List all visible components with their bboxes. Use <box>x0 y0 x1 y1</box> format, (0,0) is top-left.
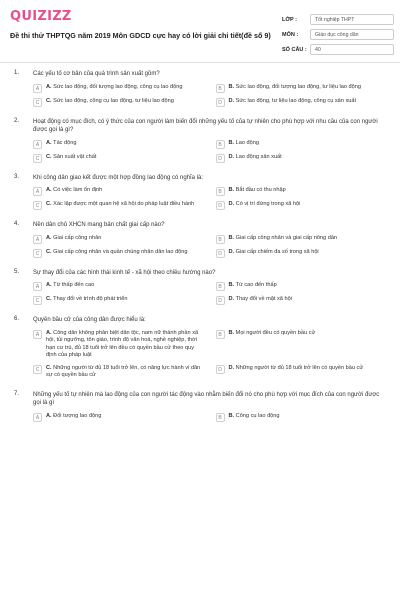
option-text: B. Lao động <box>228 139 259 146</box>
answer-option-b[interactable] <box>216 235 389 244</box>
meta-label: MÔN : <box>282 31 299 38</box>
option-text: C. Thay đổi về trình độ phát triển <box>46 296 128 302</box>
answer-option-a[interactable] <box>33 413 206 422</box>
option-text: C. Sản xuất vật chất <box>46 153 97 160</box>
question-list <box>0 70 400 433</box>
meta-row-subject <box>282 27 394 42</box>
option-letter-box[interactable]: C <box>33 98 42 107</box>
option-letter-box[interactable]: A <box>33 187 42 196</box>
question-1 <box>0 70 400 107</box>
question-3 <box>0 174 400 211</box>
answer-option-d[interactable] <box>216 154 389 163</box>
answer-option-d[interactable] <box>216 365 389 380</box>
answer-option-c[interactable] <box>33 98 206 107</box>
question-4 <box>0 221 400 258</box>
question-5 <box>0 269 400 306</box>
option-letter-box[interactable]: B <box>216 187 225 196</box>
answer-option-b[interactable] <box>216 330 389 360</box>
quizizz-logo: QUIZIZZ <box>10 9 72 24</box>
option-letter-box[interactable]: A <box>33 330 42 339</box>
answer-options <box>33 413 388 422</box>
option-text: D. Có vị trí đứng trong xã hội <box>228 201 301 207</box>
answer-option-b[interactable] <box>216 187 389 196</box>
option-text: A. Đối tượng lao động <box>46 412 102 419</box>
question-number: 3. <box>14 173 20 180</box>
answer-option-c[interactable] <box>33 296 206 305</box>
option-letter-box[interactable]: D <box>216 296 225 305</box>
meta-value: Giáo dục công dân <box>310 29 394 40</box>
answer-option-d[interactable] <box>216 249 389 258</box>
option-text: A. Công dân không phân biệt dân tộc, nam nữ thành phần xã hội, tủi ngưỡng, tôn giáo, trình độ văn hoá, nghề nghiệp, thời hạn cư trú, đủ 18 tuổi trở lên đều có quyền bầu cử theo quy định của pháp luật <box>46 329 199 358</box>
meta-row-count <box>282 42 394 57</box>
option-text: D. Những người từ đủ 18 tuổi trở lên có quyền bầu cử <box>228 364 364 371</box>
answer-option-d[interactable] <box>216 201 389 210</box>
question-text: Quyền bầu cử của công dân được hiểu là: <box>33 317 146 323</box>
worksheet-meta <box>282 12 394 57</box>
option-text: C. Giai cấp công nhân và quần chúng nhân dân lao động <box>46 248 188 255</box>
answer-options <box>33 187 388 210</box>
option-text: C. Sức lao động, công cụ lao động, tư liệu lao động <box>46 97 174 104</box>
question-text: Các yếu tố cơ bản của quá trình sản xuất gồm? <box>33 71 160 77</box>
meta-row-grade <box>282 12 394 27</box>
option-text: B. Từ cao đến thấp <box>228 282 277 288</box>
option-text: B. Mọi người đều có quyền bầu cử <box>228 329 316 336</box>
question-number: 7. <box>14 390 20 397</box>
answer-options <box>33 235 388 258</box>
question-text: Sự thay đổi của các hình thái kinh tế - xã hội theo chiều hướng nào? <box>33 269 216 276</box>
option-letter-box[interactable]: D <box>216 365 225 374</box>
option-letter-box[interactable]: A <box>33 413 42 422</box>
question-6 <box>0 316 400 380</box>
question-number: 5. <box>14 268 20 275</box>
answer-option-c[interactable] <box>33 201 206 210</box>
question-number: 1. <box>14 70 20 76</box>
option-letter-box[interactable]: A <box>33 140 42 149</box>
option-text: A. Sức lao động, đối tượng lao động, công cụ lao động <box>46 83 183 90</box>
option-text: D. Sức lao động, tư liệu lao động, công cụ sản xuất <box>228 97 357 104</box>
meta-value: Tốt nghiệp THPT <box>310 14 394 25</box>
question-text: Hoạt động có mục đích, có ý thức của con người làm biến đổi những yếu tố của tự nhiên cho phù hợp với nhu cầu của con người được gọi là gì? <box>33 118 378 133</box>
option-text: D. Giai cấp chiếm đa số trong xã hội <box>228 248 319 255</box>
answer-option-b[interactable] <box>216 84 389 93</box>
answer-options <box>33 330 388 380</box>
answer-option-b[interactable] <box>216 140 389 149</box>
question-number: 4. <box>14 221 20 227</box>
option-letter-box[interactable]: B <box>216 330 225 339</box>
answer-options <box>33 84 388 107</box>
option-letter-box[interactable]: B <box>216 84 225 93</box>
answer-option-a[interactable] <box>33 282 206 291</box>
answer-option-c[interactable] <box>33 249 206 258</box>
option-text: A. Từ thấp đến cao <box>46 282 95 288</box>
option-letter-box[interactable]: D <box>216 154 225 163</box>
answer-option-d[interactable] <box>216 296 389 305</box>
answer-options <box>33 140 388 163</box>
option-letter-box[interactable]: B <box>216 235 225 244</box>
question-number: 6. <box>14 316 20 322</box>
option-text: D. Lao động sản xuất <box>228 153 282 160</box>
option-letter-box[interactable]: C <box>33 296 42 305</box>
option-text: A. Có việc làm ổn định <box>46 187 103 193</box>
option-letter-box[interactable]: A <box>33 84 42 93</box>
option-letter-box[interactable]: A <box>33 235 42 244</box>
answer-option-b[interactable] <box>216 413 389 422</box>
option-letter-box[interactable]: C <box>33 201 42 210</box>
option-text: B. Sức lao động, đối tượng lao động, tư liệu lao động <box>228 83 361 90</box>
answer-option-c[interactable] <box>33 154 206 163</box>
question-2 <box>0 118 400 163</box>
question-7 <box>0 391 400 422</box>
answer-option-a[interactable] <box>33 330 206 360</box>
option-letter-box[interactable]: D <box>216 98 225 107</box>
answer-option-c[interactable] <box>33 365 206 380</box>
option-text: C. Những người từ đủ 18 tuổi trở lên, có năng lực hành vi dân sự có quyền bầu cử <box>46 364 201 378</box>
option-text: A. Tác động <box>46 139 77 146</box>
option-letter-box[interactable]: A <box>33 282 42 291</box>
worksheet-header <box>0 0 400 63</box>
answer-option-a[interactable] <box>33 84 206 93</box>
option-text: B. Giai cấp công nhân và giai cấp nông dân <box>228 234 338 241</box>
option-text: B. Công cụ lao động <box>228 412 280 419</box>
option-letter-box[interactable]: D <box>216 201 225 210</box>
meta-label: LỚP : <box>282 16 297 23</box>
answer-option-a[interactable] <box>33 235 206 244</box>
question-text: Những yếu tố tự nhiên mà lao động của con người tác động vào nhằm biến đổi nó cho phù hợp với mục đích của con người được gọi là gì <box>33 391 380 406</box>
answer-option-a[interactable] <box>33 187 206 196</box>
option-letter-box[interactable]: C <box>33 249 42 258</box>
option-text: B. Bắt đầu có thu nhập <box>228 187 286 193</box>
option-text: A. Giai cấp công nhân <box>46 234 102 241</box>
option-letter-box[interactable]: B <box>216 140 225 149</box>
answer-option-a[interactable] <box>33 140 206 149</box>
option-letter-box[interactable]: D <box>216 249 225 258</box>
answer-option-d[interactable] <box>216 98 389 107</box>
option-letter-box[interactable]: B <box>216 282 225 291</box>
meta-label: SỐ CÂU : <box>282 46 307 53</box>
answer-options <box>33 282 388 305</box>
question-number: 2. <box>14 117 20 124</box>
option-letter-box[interactable]: C <box>33 154 42 163</box>
option-letter-box[interactable]: C <box>33 365 42 374</box>
option-text: D. Thay đổi về mặt xã hội <box>228 296 292 302</box>
option-text: C. Xác lập được một quan hệ xã hội do pháp luật điều hành <box>46 201 195 207</box>
answer-option-b[interactable] <box>216 282 389 291</box>
question-text: Nền dân chủ XHCN mang bản chất giai cấp nào? <box>33 222 165 228</box>
meta-value: 40 <box>310 44 394 55</box>
question-text: Khi công dân giao kết được một hợp đồng lao động có nghĩa là: <box>33 174 204 181</box>
worksheet-title: Đề thi thử THPTQG năm 2019 Môn GDCD cực hay có lời giải chi tiết(đề số 9) <box>10 31 271 40</box>
option-letter-box[interactable]: B <box>216 413 225 422</box>
